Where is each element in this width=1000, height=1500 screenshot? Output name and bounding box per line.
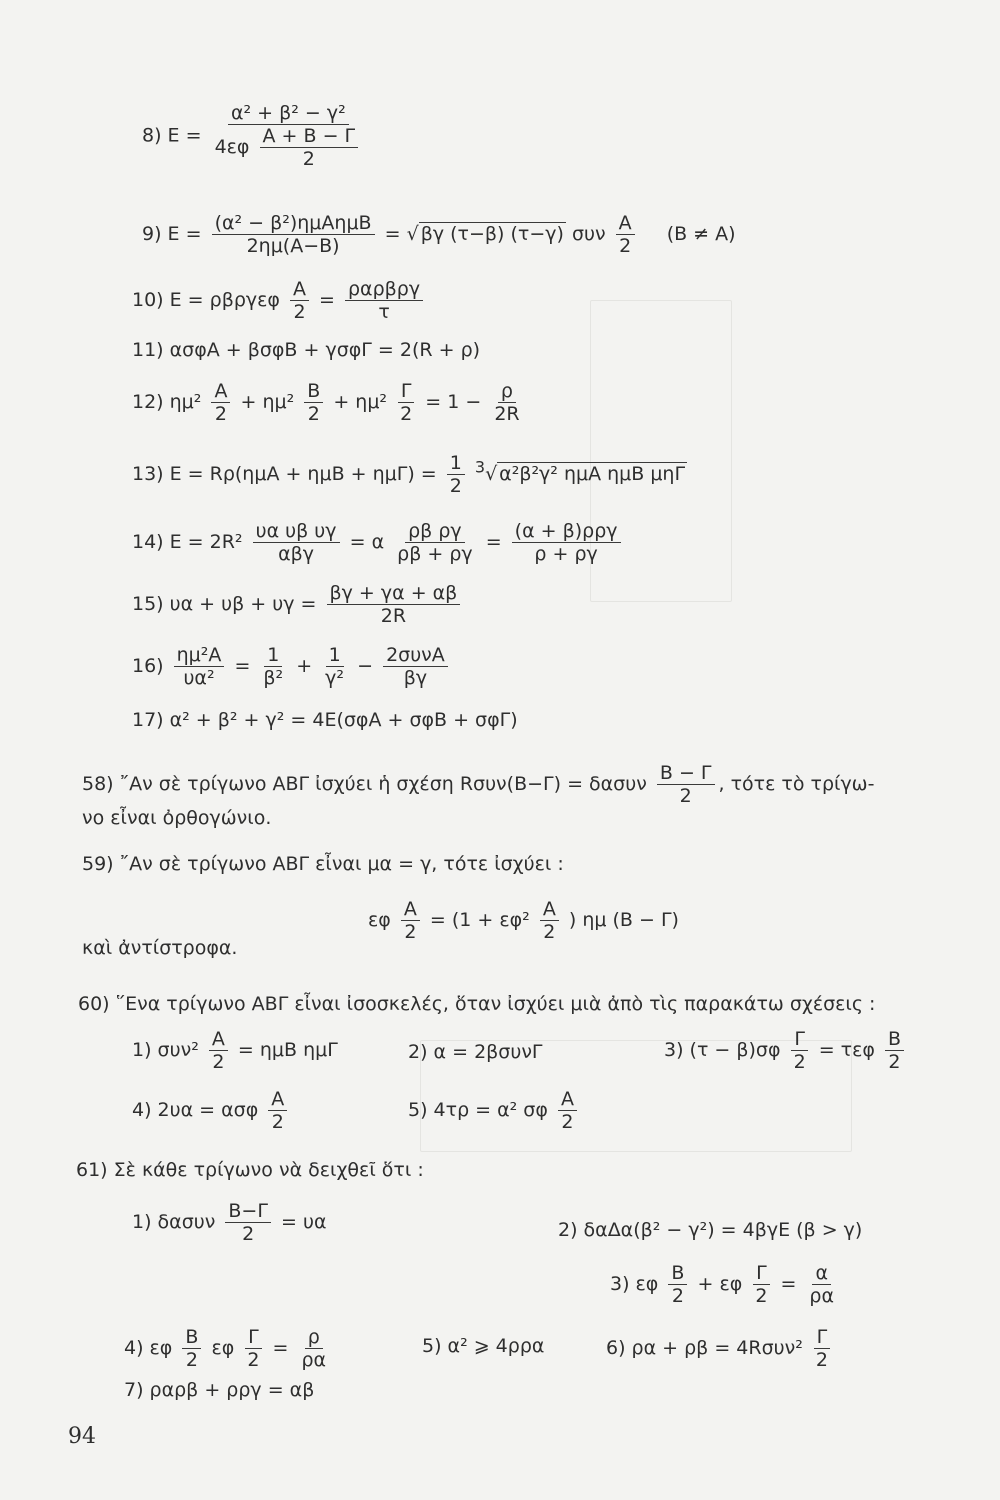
formula-15: 15) υα + υβ + υγ = $\frac{\beta\gamma + \gamma\alpha + \alpha\beta}{2R}$ bbox=[132, 582, 464, 627]
fraction: $\frac{B}{2}$ bbox=[668, 1262, 687, 1307]
problem-58-line-1: 58) ῎Αν σὲ τρίγωνο ΑΒΓ ἰσχύει ἡ σχέση Rσυν(Β−Γ) = δασυν $\frac{B - \Gamma}{2}$ , τότε τὸ τρίγω- bbox=[82, 762, 875, 807]
fraction: $\frac{\rho}{\rho\alpha}$ bbox=[301, 1326, 327, 1371]
fraction: $\frac{1}{2}$ bbox=[447, 452, 465, 497]
formula-label: 8) Ε = bbox=[142, 124, 202, 147]
fraction: $\frac{\beta\gamma + \gamma\alpha + \alpha\beta}{2R}$ bbox=[327, 582, 461, 627]
fraction: (α + β)ρργ ρ + ργ bbox=[512, 520, 621, 565]
radicand: βγ (τ−β) (τ−γ) bbox=[420, 223, 564, 245]
problem-60-item-1: 1) συν² $\frac{A}{2}$ = ημΒ ημΓ bbox=[132, 1028, 338, 1073]
fraction: $\frac{\text{ημ²Α}}{\text{υα²}}$ bbox=[174, 644, 225, 689]
fraction: $\frac{\Gamma}{2}$ bbox=[791, 1028, 809, 1073]
fraction: $\frac{\alpha}{\rho\alpha}$ bbox=[809, 1262, 835, 1307]
root-index: 3 bbox=[474, 457, 486, 477]
fraction: $\frac{\Gamma}{2}$ bbox=[397, 380, 415, 425]
fraction: $\frac{A}{2}$ bbox=[290, 278, 309, 323]
problem-60-item-3: 3) (τ − β)σφ $\frac{\Gamma}{2}$ = τεφ $\frac{B}{2}$ bbox=[664, 1028, 908, 1073]
fraction: $\frac{A}{2}$ bbox=[540, 898, 559, 943]
radical-sign: √ bbox=[406, 223, 419, 245]
fraction: $\frac{A}{2}$ bbox=[209, 1028, 228, 1073]
radicand: α²β²γ² ημΑ ημΒ μηΓ bbox=[499, 463, 686, 485]
fraction: $\frac{B-\Gamma}{2}$ bbox=[225, 1200, 271, 1245]
fraction: $\frac{A}{2}$ bbox=[401, 898, 420, 943]
fraction: $\frac{B}{2}$ bbox=[885, 1028, 904, 1073]
fraction: $\frac{\text{ρβ ργ}}{\rho\beta + \rho\gamma}$ bbox=[397, 520, 473, 565]
fraction: $\frac{A}{2}$ bbox=[558, 1088, 577, 1133]
fraction: $\frac{\Gamma}{2}$ bbox=[752, 1262, 770, 1307]
problem-59-line-end: καὶ ἀντίστροφα. bbox=[82, 937, 238, 959]
problem-59-equation: εφ $\frac{A}{2}$ = (1 + εφ² $\frac{A}{2}$ ) ημ (Β − Γ) bbox=[368, 898, 679, 943]
problem-61-item-5: 5) α² ⩾ 4ρρα bbox=[422, 1335, 545, 1357]
problem-61-item-3: 3) εφ $\frac{B}{2}$ + εφ $\frac{\Gamma}{2}$ = $\frac{\alpha}{\rho\alpha}$ bbox=[610, 1262, 841, 1307]
problem-59-line-1: 59) ῎Αν σὲ τρίγωνο ΑΒΓ εἶναι μα = γ, τότε ἰσχύει : bbox=[82, 853, 564, 875]
problem-61-item-4: 4) εφ $\frac{B}{2}$ εφ $\frac{\Gamma}{2}$ = $\frac{\rho}{\rho\alpha}$ bbox=[124, 1326, 333, 1371]
fraction bbox=[212, 102, 366, 170]
formula-9: 9) Ε = (α² − β²)ημΑημΒ 2ημ(Α−Β) = √ βγ (τ−β) (τ−γ) συν $\frac{A}{2}$ (Β ≠ Α) bbox=[142, 212, 736, 257]
formula-17: 17) α² + β² + γ² = 4Ε(σφΑ + σφΒ + σφΓ) bbox=[132, 709, 518, 731]
fraction: $\frac{1}{\text{γ²}}$ bbox=[325, 644, 345, 689]
condition: (Β ≠ Α) bbox=[666, 223, 736, 245]
fraction: 2συνΑ βγ bbox=[383, 644, 448, 689]
formula-8 bbox=[142, 102, 369, 170]
problem-61-intro: 61) Σὲ κάθε τρίγωνο νὰ δειχθεῖ ὅτι : bbox=[76, 1159, 424, 1181]
formula-14: 14) Ε = 2R² υα υβ υγ αβγ = α $\frac{\text{ρβ ργ}}{\rho\beta + \rho\gamma}$ = (α + β)ρργ ρ + ργ bbox=[132, 520, 625, 565]
formula-12: 12) ημ² $\frac{A}{2}$ + ημ² $\frac{B}{2}$ + ημ² $\frac{\Gamma}{2}$ = 1 − $\frac{\rho}{2R}$ bbox=[132, 380, 527, 425]
problem-60-item-5: 5) 4τρ = α² σφ $\frac{A}{2}$ bbox=[408, 1088, 581, 1133]
problem-61-item-7: 7) ραρβ + ρργ = αβ bbox=[124, 1379, 315, 1401]
numerator: α² + β² − γ² bbox=[228, 102, 349, 125]
formula-13: 13) Ε = Rρ(ημΑ + ημΒ + ημΓ) = $\frac{1}{2}$ $^3$√ α²β²γ² ημΑ ημΒ μηΓ bbox=[132, 452, 686, 497]
fraction: $\frac{A}{2}$ bbox=[268, 1088, 287, 1133]
fraction: $\frac{A}{2}$ bbox=[616, 212, 635, 257]
problem-61-item-2: 2) δαΔα(β² − γ²) = 4βγΕ (β > γ) bbox=[558, 1219, 863, 1241]
denominator: 4εφ $\frac{A + B - \Gamma}{2}$ bbox=[212, 125, 366, 170]
fraction: υα υβ υγ αβγ bbox=[253, 520, 340, 565]
formula-16: 16) $\frac{\text{ημ²Α}}{\text{υα²}}$ = $\frac{1}{\text{β²}}$ + $\frac{1}{\text{γ²}}$ − 2συνΑ βγ bbox=[132, 644, 452, 689]
fraction: $\frac{1}{\text{β²}}$ bbox=[263, 644, 284, 689]
fraction: $\frac{B}{2}$ bbox=[182, 1326, 201, 1371]
problem-61-item-1: 1) δασυν $\frac{B-\Gamma}{2}$ = υα bbox=[132, 1200, 327, 1245]
fraction: $\frac{\Gamma}{2}$ bbox=[813, 1326, 831, 1371]
problem-60-intro: 60) ῞Ενα τρίγωνο ΑΒΓ εἶναι ἰσοσκελές, ὅταν ἰσχύει μιὰ ἀπὸ τὶς παρακάτω σχέσεις : bbox=[78, 993, 876, 1015]
problem-60-item-2: 2) α = 2βσυνΓ bbox=[408, 1041, 543, 1063]
fraction: ραρβργ τ bbox=[345, 278, 423, 323]
fraction: $\frac{\rho}{2R}$ bbox=[494, 380, 520, 425]
radical-sign: √ bbox=[485, 463, 498, 485]
problem-61-item-6: 6) ρα + ρβ = 4Rσυν² $\frac{\Gamma}{2}$ bbox=[606, 1326, 835, 1371]
page-number: 94 bbox=[68, 1424, 96, 1449]
fraction: $\frac{B}{2}$ bbox=[304, 380, 323, 425]
fraction: $\frac{\Gamma}{2}$ bbox=[244, 1326, 262, 1371]
formula-11: 11) ασφΑ + βσφΒ + γσφΓ = 2(R + ρ) bbox=[132, 339, 481, 361]
problem-60-item-4: 4) 2υα = ασφ $\frac{A}{2}$ bbox=[132, 1088, 291, 1133]
fraction: $\frac{B - \Gamma}{2}$ bbox=[657, 762, 715, 807]
fraction: (α² − β²)ημΑημΒ 2ημ(Α−Β) bbox=[212, 212, 375, 257]
problem-58-line-2: νο εἶναι ὀρθογώνιο. bbox=[82, 807, 272, 829]
fraction: $\frac{A + B - \Gamma}{2}$ bbox=[260, 125, 359, 170]
formula-10: 10) Ε = ρβργεφ $\frac{A}{2}$ = ραρβργ τ bbox=[132, 278, 427, 323]
fraction: $\frac{A}{2}$ bbox=[211, 380, 230, 425]
